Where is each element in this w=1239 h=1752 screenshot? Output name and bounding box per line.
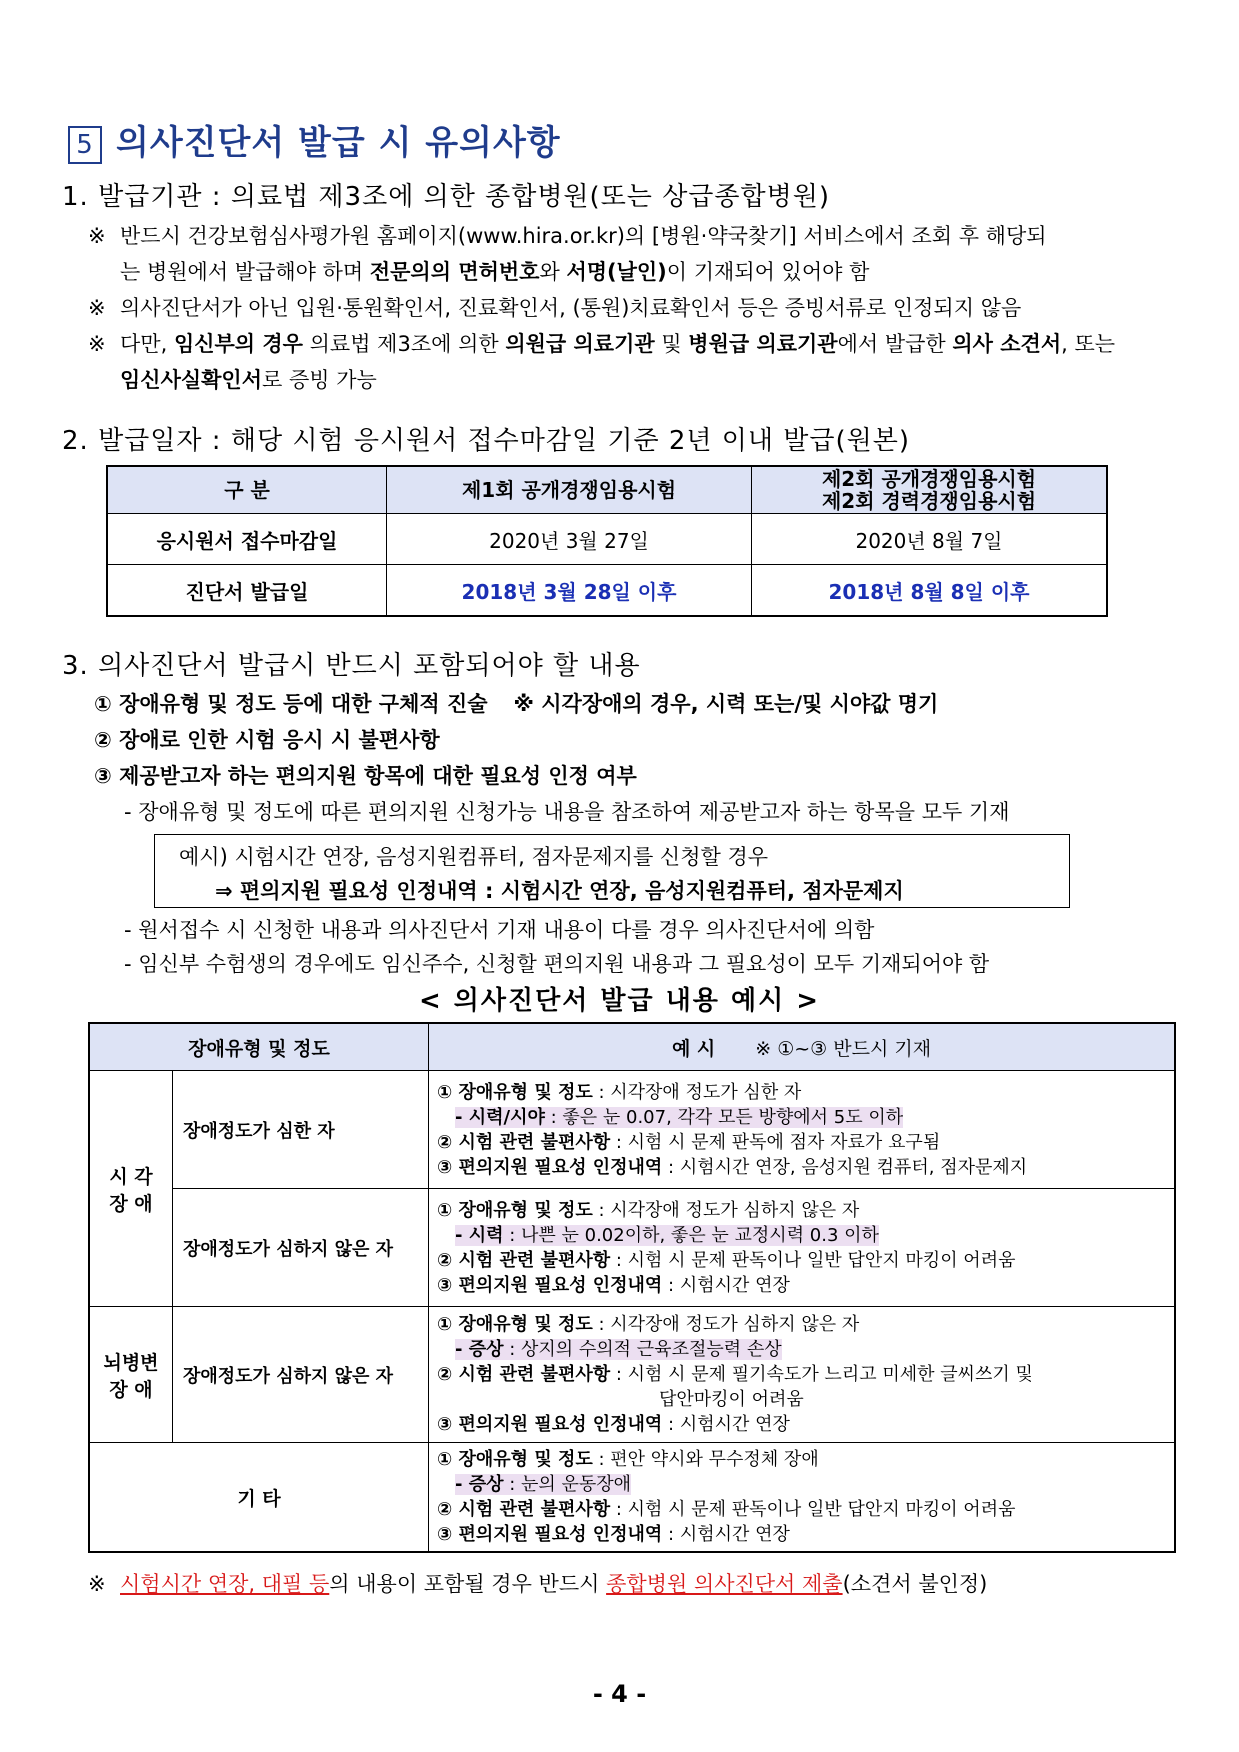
- final-note: ※ 시험시간 연장, 대필 등의 내용이 포함될 경우 반드시 종합병원 의사진단서 제출(소견서 불인정): [88, 1572, 988, 1596]
- row-deadline-label: 응시원서 접수마감일: [107, 514, 387, 565]
- example-line2: ⇒ 편의지원 필요성 인정내역 : 시험시간 연장, 음성지원컴퓨터, 점자문제지: [215, 879, 904, 903]
- row-deadline-round1: 2020년 3월 27일: [387, 514, 752, 565]
- row-deadline-round2: 2020년 8월 7일: [752, 514, 1108, 565]
- page-number: - 4 -: [592, 1680, 647, 1708]
- item1-note2: ※ 의사진단서가 아닌 입원·통원확인서, 진료확인서, (통원)치료확인서 등은 증빙서류로 인정되지 않음: [88, 296, 1022, 320]
- section-title-text: 의사진단서 발급 시 유의사항: [116, 123, 561, 163]
- row-issue-round2: 2018년 8월 8일 이후: [752, 565, 1108, 617]
- item3-dash3: - 임신부 수험생의 경우에도 임신주수, 신청할 편의지원 내용과 그 필요성이 모두 기재되어야 함: [124, 952, 990, 976]
- table-header-category: 구 분: [107, 466, 387, 514]
- item1-note3: ※ 다만, 임신부의 경우 의료법 제3조에 의한 의원급 의료기관 및 병원급 의료기관에서 발급한 의사 소견서, 또는: [88, 332, 1116, 356]
- sub-brain-mild: 장애정도가 심하지 않은 자: [173, 1307, 429, 1443]
- header-type: 장애유형 및 정도: [89, 1023, 429, 1071]
- item3-sub2: ② 장애로 인한 시험 응시 시 불편사항: [94, 728, 440, 752]
- item3-title: 3. 의사진단서 발급시 반드시 포함되어야 할 내용: [62, 651, 641, 681]
- row-issue-round1: 2018년 3월 28일 이후: [387, 565, 752, 617]
- issue-date-table: [106, 465, 1108, 617]
- category-visual: 시 각 장 애: [89, 1071, 173, 1307]
- category-brain: 뇌병변 장 애: [89, 1307, 173, 1443]
- desc-visual-severe: ① 장애유형 및 정도 : 시각장애 정도가 심한 자 - 시력/시야 : 좋은 눈 0.07, 각각 모든 방향에서 5도 이하 ② 시험 관련 불편사항 : 시험 시 문제 판독에 점자 자료가 요구됨 ③ 편의지원 필요성 인정내역 : 시험시간 연장, 음성지원 컴퓨터, 점자문제지: [429, 1071, 1176, 1189]
- item3-dash2: - 원서접수 시 신청한 내용과 의사진단서 기재 내용이 다를 경우 의사진단서에 의함: [124, 918, 875, 942]
- header-example: 예 시 ※ ①~③ 반드시 기재: [429, 1023, 1176, 1071]
- example-box: [154, 834, 1070, 908]
- example-caption: < 의사진단서 발급 내용 예시 >: [418, 986, 821, 1016]
- desc-etc: ① 장애유형 및 정도 : 편안 약시와 무수정체 장애 - 증상 : 눈의 운동장애 ② 시험 관련 불편사항 : 시험 시 문제 판독이나 일반 답안지 마킹이 어려움 ③ 편의지원 필요성 인정내역 : 시험시간 연장: [429, 1443, 1176, 1553]
- item3-sub1: ① 장애유형 및 정도 등에 대한 구체적 진술 ※ 시각장애의 경우, 시력 또는/및 시야값 명기: [94, 692, 939, 716]
- sub-visual-severe: 장애정도가 심한 자: [173, 1071, 429, 1189]
- item2-title: 2. 발급일자 : 해당 시험 응시원서 접수마감일 기준 2년 이내 발급(원본): [62, 426, 911, 456]
- item1-note1: ※ 반드시 건강보험심사평가원 홈페이지(www.hira.or.kr)의 [병원·약국찾기] 서비스에서 조회 후 해당되: [88, 224, 1047, 248]
- desc-brain-mild: ① 장애유형 및 정도 : 시각장애 정도가 심하지 않은 자 - 증상 : 상지의 수의적 근육조절능력 손상 ② 시험 관련 불편사항 : 시험 시 문제 필기속도가 느리고 미세한 글씨쓰기 및 답안마킹이 어려움 ③ 편의지원 필요성 인정내역 : 시험시간 연장: [429, 1307, 1176, 1443]
- example-line1: 예시) 시험시간 연장, 음성지원컴퓨터, 점자문제지를 신청할 경우: [179, 845, 769, 869]
- section-number: 5: [68, 126, 102, 164]
- table-header-round1: 제1회 공개경쟁임용시험: [387, 466, 752, 514]
- category-etc: 기 타: [89, 1443, 429, 1553]
- row-issue-label: 진단서 발급일: [107, 565, 387, 617]
- item1-title: 1. 발급기관 : 의료법 제3조에 의한 종합병원(또는 상급종합병원): [62, 182, 831, 212]
- table-header-round2: 제2회 공개경쟁임용시험 제2회 경력경쟁임용시험: [752, 466, 1108, 514]
- sub-visual-mild: 장애정도가 심하지 않은 자: [173, 1189, 429, 1307]
- item3-sub3: ③ 제공받고자 하는 편의지원 항목에 대한 필요성 인정 여부: [94, 764, 637, 788]
- item1-note3-cont: 임신사실확인서로 증빙 가능: [120, 368, 377, 392]
- section-title: [68, 115, 561, 164]
- item1-note1-cont: 는 병원에서 발급해야 하며 전문의의 면허번호와 서명(날인)이 기재되어 있어야 함: [120, 260, 870, 284]
- item3-dash1: - 장애유형 및 정도에 따른 편의지원 신청가능 내용을 참조하여 제공받고자 하는 항목을 모두 기재: [124, 800, 1010, 824]
- example-table: [88, 1022, 1176, 1553]
- desc-visual-mild: ① 장애유형 및 정도 : 시각장애 정도가 심하지 않은 자 - 시력 : 나쁜 눈 0.02이하, 좋은 눈 교정시력 0.3 이하 ② 시험 관련 불편사항 : 시험 시 문제 판독이나 일반 답안지 마킹이 어려움 ③ 편의지원 필요성 인정내역 : 시험시간 연장: [429, 1189, 1176, 1307]
